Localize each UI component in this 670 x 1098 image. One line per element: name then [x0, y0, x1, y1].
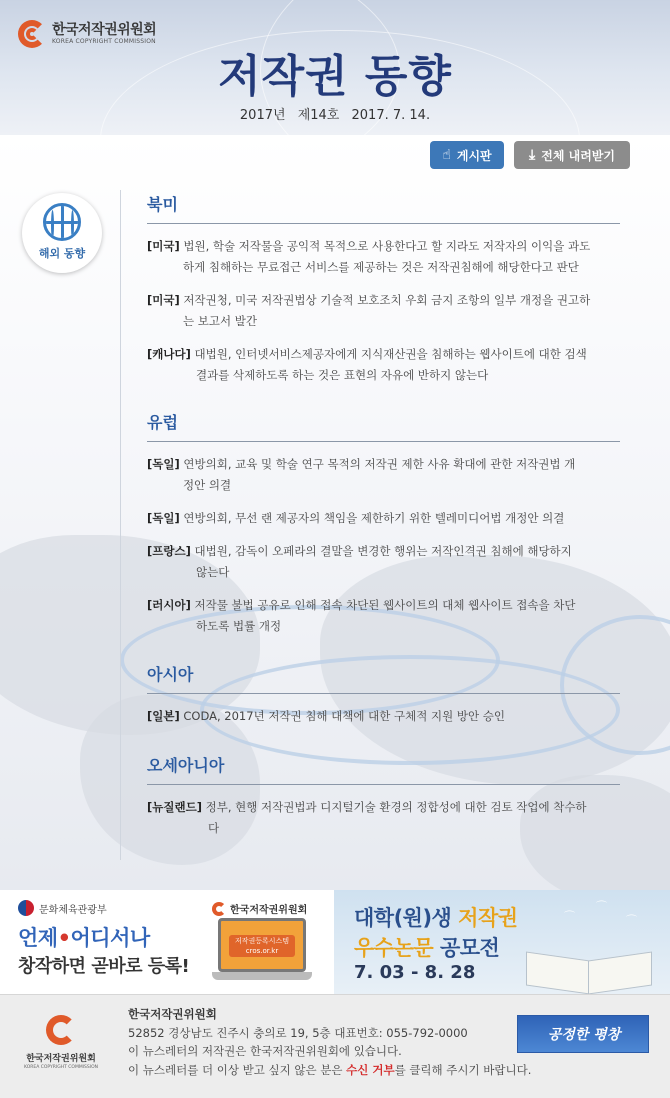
news-text-cont: 다: [208, 821, 220, 835]
laptop-icon: [212, 918, 312, 982]
download-all-label: 전체 내려받기: [541, 148, 615, 163]
footer-address: 52852 경상남도 진주시 충의로 19, 5층 대표번호: 055-792-0000: [128, 1025, 468, 1040]
section-title: 유럽: [147, 410, 620, 442]
unsubscribe-link[interactable]: 수신 거부: [346, 1062, 395, 1077]
footer-logo-ko: 한국저작권위원회: [26, 1054, 96, 1064]
contest-subline-a: 우수논문: [354, 936, 434, 960]
headline-part-b: 어디서나: [70, 926, 150, 950]
news-text: 대법원, 감독이 오페라의 결말을 변경한 행위는 저작인격권 침해에 해당하지: [194, 544, 572, 558]
news-item[interactable]: [147, 797, 620, 839]
footer-org: 한국저작권위원회: [128, 1007, 217, 1021]
country-tag: [뉴질랜드]: [147, 800, 202, 814]
news-text: 연방의회, 교육 및 학술 연구 목적의 저작권 제한 사유 확대에 관한 저작권법 개: [183, 457, 576, 471]
contest-subline: [354, 932, 499, 962]
section-title: 오세아니아: [147, 753, 620, 785]
section-oceania: [147, 753, 620, 839]
hand-pointer-icon: ☝: [442, 147, 451, 163]
screen-title: 저작권등록시스템: [234, 937, 290, 945]
news-text: 대법원, 인터넷서비스제공자에게 지식재산권을 침해하는 웹사이트에 대한 검색: [194, 347, 587, 361]
footer: [0, 994, 670, 1098]
footer-logo-en: KOREA COPYRIGHT COMMISSION: [24, 1065, 99, 1070]
unsub-post: 를 클릭해 주시기 바랍니다.: [394, 1062, 532, 1077]
news-text: 저작물 불법 공유로 인해 접속 차단된 웹사이트의 대체 웹사이트 접속을 차단: [194, 598, 576, 612]
board-button[interactable]: [430, 141, 504, 169]
news-item[interactable]: [147, 595, 620, 637]
issue-date: 2017. 7. 14.: [351, 108, 431, 123]
news-text-cont: 는 보고서 발간: [183, 314, 257, 328]
news-text: CODA, 2017년 저작권 침해 대책에 대한 구체적 지원 방안 승인: [183, 709, 505, 723]
country-tag: [러시아]: [147, 598, 191, 612]
banner-headline: [18, 922, 150, 952]
contest-headline-a: 대학(원)생: [354, 906, 452, 930]
issue-info: [0, 104, 670, 123]
copyright-commission-logo-icon: [46, 1015, 76, 1045]
country-tag: [독일]: [147, 457, 180, 471]
headline-dot: •: [57, 926, 71, 950]
download-all-button[interactable]: [514, 141, 630, 169]
contest-headline-b: 저작권: [451, 906, 518, 930]
globe-icon: [43, 203, 81, 241]
org-name-en: KOREA COPYRIGHT COMMISSION: [52, 38, 156, 45]
news-text-cont: 하게 침해하는 무료접근 서비스를 제공하는 것은 저작권침해에 해당한다고 판단: [183, 260, 579, 274]
issue-year: 2017년: [239, 108, 286, 123]
news-text: 연방의회, 무선 랜 제공자의 책임을 제한하기 위한 텔레미디어법 개정안 의결: [183, 511, 565, 525]
contest-dates: 7. 03 - 8. 28: [354, 962, 476, 983]
banner-subline: 창작하면 곧바로 등록!: [18, 956, 190, 977]
section-title: 아시아: [147, 662, 620, 694]
footer-info: [128, 1005, 531, 1079]
contest-subline-b: 공모전: [433, 936, 500, 960]
contest-headline: [354, 902, 518, 932]
country-tag: [프랑스]: [147, 544, 191, 558]
country-tag: [미국]: [147, 293, 180, 307]
ministry-logo: [18, 900, 107, 916]
section-europe: [147, 410, 620, 637]
newsletter-title: 저작권 동향: [218, 51, 452, 102]
taegeuk-icon: [18, 900, 34, 916]
news-item[interactable]: [147, 290, 620, 332]
unsub-pre: 이 뉴스레터를 더 이상 받고 싶지 않은 분은: [128, 1062, 347, 1077]
news-item[interactable]: [147, 508, 620, 529]
footer-copyright: 이 뉴스레터의 저작권은 한국저작권위원회에 있습니다.: [128, 1044, 402, 1058]
news-text-cont: 않는다: [196, 565, 230, 579]
open-book-icon: [524, 930, 654, 990]
news-text-cont: 결과를 삭제하도록 하는 것은 표현의 자유에 반하지 않는다: [196, 368, 489, 382]
section-north-america: [147, 192, 620, 386]
copyright-registration-banner[interactable]: [0, 890, 334, 994]
news-item[interactable]: [147, 236, 620, 278]
country-tag: [독일]: [147, 511, 180, 525]
country-tag: [캐나다]: [147, 347, 191, 361]
pyeongchang-banner[interactable]: [517, 1015, 649, 1053]
footer-logo[interactable]: [24, 1015, 98, 1070]
news-text: 법원, 학술 저작물을 공익적 목적으로 사용한다고 할 지라도 저작자의 이익을 과도: [183, 239, 591, 253]
issue-number: 제14호: [297, 108, 340, 123]
org-name-ko: 한국저작권위원회: [52, 22, 157, 38]
ministry-name: 문화체육관광부: [39, 904, 107, 916]
bird-icon: ⌒: [564, 910, 575, 923]
thesis-contest-banner[interactable]: [334, 890, 670, 994]
news-text-cont: 정안 의결: [183, 478, 232, 492]
newsletter-header: [0, 0, 670, 135]
country-tag: [미국]: [147, 239, 180, 253]
news-item[interactable]: [147, 706, 620, 727]
board-button-label: 게시판: [456, 148, 492, 163]
footer-unsubscribe: [128, 1061, 531, 1080]
news-item[interactable]: [147, 454, 620, 496]
country-tag: [일본]: [147, 709, 180, 723]
section-title: 북미: [147, 192, 620, 224]
news-text: 정부, 현행 저작권법과 디지털기술 환경의 정합성에 대한 검토 작업에 착수하: [205, 800, 587, 814]
banner-org-name: 한국저작권위원회: [230, 905, 308, 916]
news-item[interactable]: [147, 344, 620, 386]
news-item[interactable]: [147, 541, 620, 583]
news-text-cont: 하도록 법률 개정: [196, 619, 282, 633]
headline-part-a: 언제: [18, 926, 58, 950]
screen-url: cros.or.kr: [245, 947, 279, 955]
section-asia: [147, 662, 620, 727]
news-text: 저작권청, 미국 저작권법상 기술적 보호조치 우회 금지 조항의 일부 개정을 권고하: [183, 293, 591, 307]
pyeongchang-banner-text: 공정한 평창: [547, 1027, 621, 1043]
divider: [120, 190, 121, 860]
bird-icon: ⌒: [626, 914, 637, 927]
download-icon: ⤓: [529, 147, 536, 163]
badge-label: 해외 동향: [38, 247, 86, 260]
overseas-trends-badge: [22, 193, 102, 273]
copyright-commission-logo-icon: [212, 902, 226, 916]
banner-org-logo: [212, 901, 307, 916]
bird-icon: ⌒: [596, 900, 607, 913]
